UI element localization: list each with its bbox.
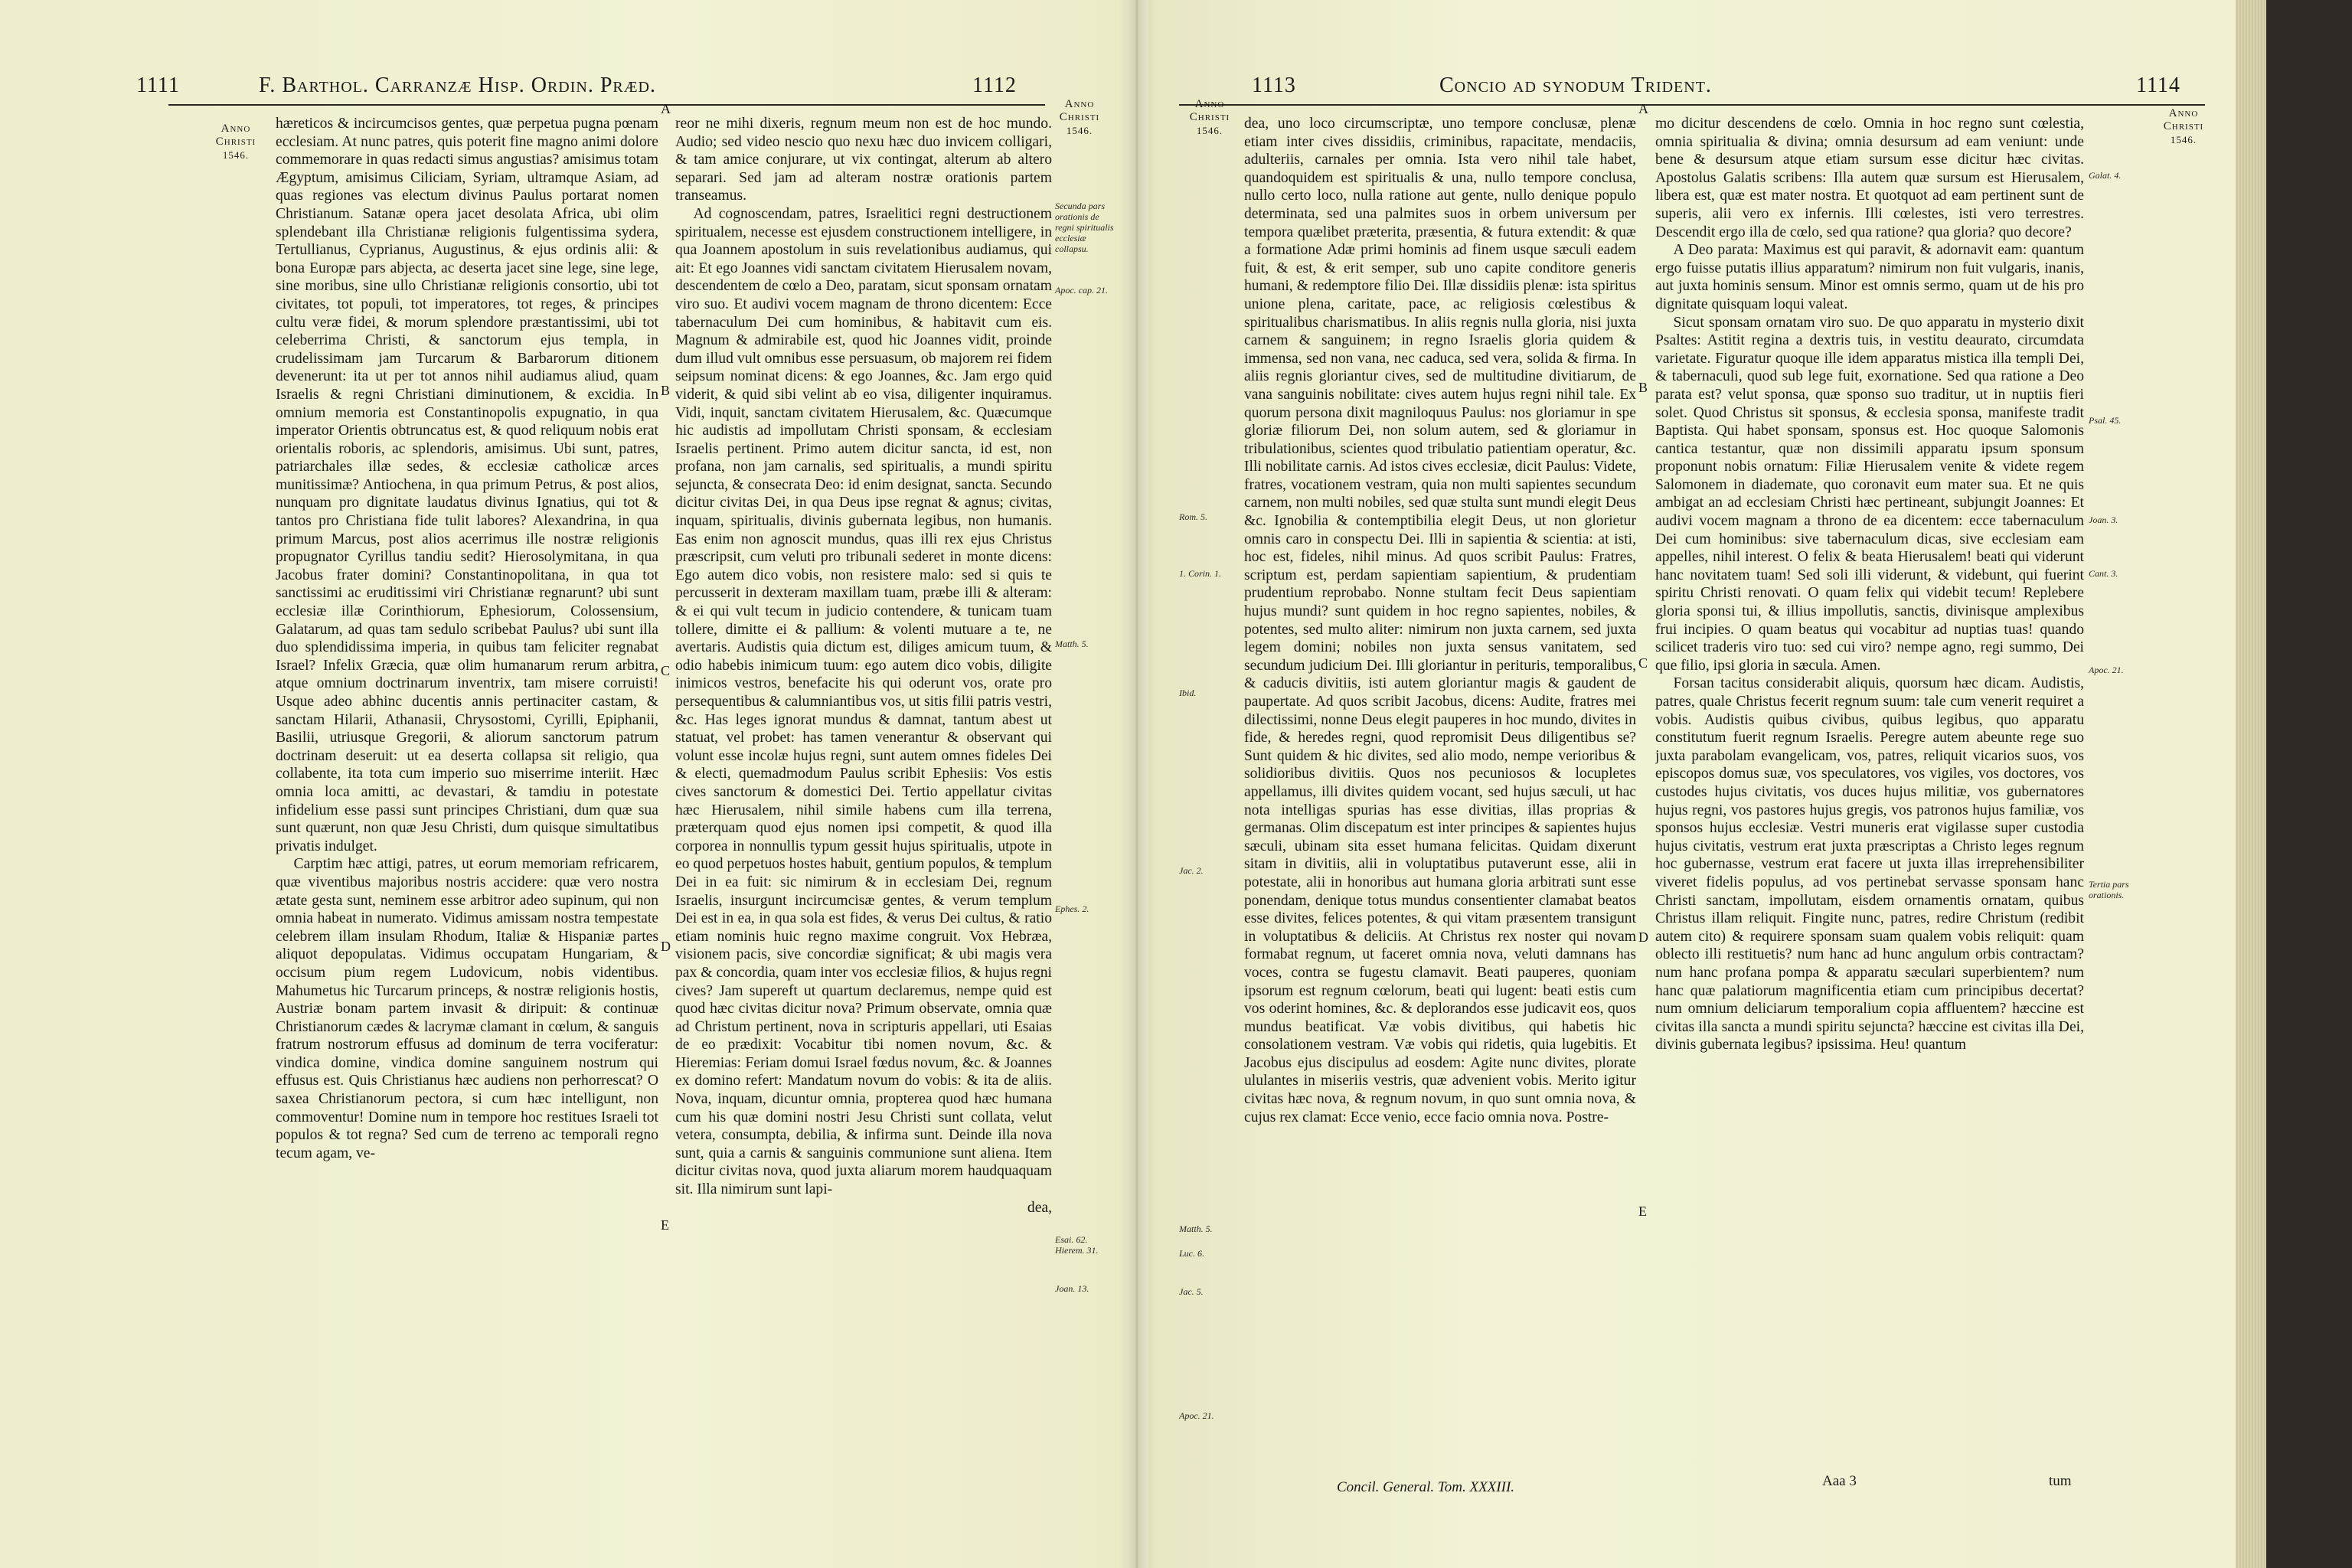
- anno-year: 1546.: [1066, 125, 1093, 136]
- anno-year: 1546.: [222, 149, 250, 161]
- paragraph: reor ne mihi dixeris, regnum meum non est de hoc mundo. Audio; sed video nescio quo nexu hæc duo invicem colligari, & tam amice conjurare, ut vix contingat, alterum ab altero separari. Sed jam ad alteram nostræ orationis partem transeamus.: [675, 116, 1052, 204]
- section-letter: B: [661, 383, 671, 398]
- anno-label: Anno: [2168, 107, 2199, 119]
- right-column-2: [1655, 115, 2084, 1493]
- section-letter: D: [661, 939, 671, 954]
- left-column-1: [276, 115, 658, 1493]
- left-page-number-inner: 1112: [972, 74, 1017, 97]
- margin-note: Rom. 5.: [1179, 511, 1207, 522]
- anno-label: Christi: [1189, 111, 1230, 123]
- section-letter: A: [661, 101, 671, 116]
- margin-note: Jac. 5.: [1179, 1286, 1204, 1297]
- section-letter: E: [661, 1217, 669, 1233]
- left-running-title: F. Barthol. Carranzæ Hisp. Ordin. Præd.: [259, 74, 656, 97]
- margin-note: Matth. 5.: [1055, 639, 1089, 649]
- margin-note: Ephes. 2.: [1055, 903, 1089, 914]
- book-cover-edge: [2266, 0, 2352, 1568]
- anno-label: Anno: [220, 122, 251, 135]
- section-letter: C: [1638, 655, 1648, 671]
- left-anno-box-right: [1049, 98, 1110, 137]
- margin-note: Ibid.: [1179, 688, 1197, 698]
- paragraph: Sicut sponsam ornatam viro suo. De quo apparatu in mysterio dixit Psaltes: Astitit regina a dextris tuis, in vestitu deaurato, circumdata varietate. Figuratur quoque ille idem apparatus mistica illa templi Dei, & tabernaculi, quod sub lege fuit, exornatione. Sed qua ratione a Deo parata est? velut sponsa, quæ sponso suo traditur, ut in nuptiis fieri solet. Quod Christus sit sponsus, & ecclesia sponsa, manifeste tradit Baptista. Qui habet sponsam, sponsus est. Hoc quoque Salomonis cantica testantur, quæ non dissimili apparatu ipsum sponsum proponunt nobis ornatum: Filiæ Hierusalem venite & videte regem Salomonem in diademate, quo coronavit eum mater sua. Et ne quis ambigat an ad ecclesiam Christi hæc pertineant, subjungit Joannes: Et audivi vocem magnam a throno de ea dicentem: ecce tabernaculum Dei cum hominibus: sive tabernaculum dicas, sive ecclesiam eam appelles, nihil interest. O felix & beata Hierusalem! beati qui viderunt hanc novitatem tuam! Sed soli illi viderunt, & videbunt, qui fuerint spiritu Christi renovati. O quam felix qui videbit tecum! Replebere gloria sponsi tui, & illius impollutis, sanctis, divinisque amplexibus frui incipies. O quam beatus qui vocabitur ad nuptias tuas! quando scilicet traderis viro tuo: sed cui viro? nempe agno, regi summo, Dei que filio, ipsi gloria in sæcula. Amen.: [1655, 314, 2084, 674]
- paragraph: Carptim hæc attigi, patres, ut eorum memoriam refricarem, quæ viventibus majoribus nostris accidere: quæ vero nostra ætate gesta sunt, neminem esse arbitror adeo supinum, qui non omnia habeat in numerato. Vidimus amissam nostra tempestate celebrem illam insulam Rhodum, Italiæ & Hispaniæ partes aliquot depopulatas. Vidimus occupatam Hungariam, & occisum pium regem Ludovicum, nobis videntibus. Mahumetus hic Turcarum princeps, & nostræ religionis hostis, Austriæ bonam partem invasit & diripuit: & continuæ Christianorum cædes & lacrymæ clamant in cœlum, & sanguis fratrum nostrorum effusus ad dominum de terra vociferatur: vindica domine, vindica domine sanguinem nostrum qui effusus est. Quis Christianus hæc audiens non perhorrescat? O saxea Christianorum pectora, si cum hæc intelligunt, non commoventur! Domine num in tempore hoc restitues Israeli tot populos & tot regna? Sed cum de terreno ac temporali regno tecum agam, ve-: [276, 856, 658, 1161]
- anno-year: 1546.: [1196, 125, 1223, 136]
- quire-signature: Aaa 3: [1822, 1473, 1857, 1489]
- left-header-rule: [168, 104, 1045, 106]
- paragraph: dea, uno loco circumscriptæ, uno tempore conclusæ, plenæ etiam inter cives dissidiis, criminibus, rapacitate, mendaciis, adulteriis, carnales per omnia. Ista vero nihil tale habet, quandoquidem est spiritualis & una, nullo tempore conclusa, nullo certo loco, nulla ratione aut gente, nullo denique populo determinata, sed una palmites suos in orbem universum per tempora quælibet præterita, præsentia, & futura extendit: & quæ a formatione Adæ primi hominis ad finem usque sæculi eadem fuit, & est, & erit semper, sub uno capite conditore generis humani, & redemptore filio Dei. Illæ dissidiis plenæ: ista spiritus unione plena, caritate, pace, ac religiosis cœlestibus & spiritualibus charismatibus. In aliis regnis nulla gloria, nisi juxta carnem & sanguinem; in regno Israelis gloria quidem & immensa, sed non vana, nec caduca, sed vera, solida & firma. In aliis regnis gloriantur cives, sed de multitudine divitiarum, de vana sanguinis nobilitate: cives autem hujus regni nihil tale. Ex quorum persona dixit magniloquus Paulus: nos gloriamur in spe gloriæ filiorum Dei, non solum autem, sed & gloriamur in tribulationibus, scientes quod tribulatio patientiam operatur, &c. Illi nobilitate carnis. Ad istos cives ecclesiæ, dicit Paulus: Videte, fratres, vocationem vestram, quia non multi sapientes secundum carnem, non multi nobiles, sed quæ stulta sunt mundi elegit Deus &c. Ignobilia & contemptibilia elegit Deus, ut non glorietur omnis caro in conspectu Dei. Illi in sapientia & scientia: at isti, hoc est, fideles, nihil minus. Ad quos scribit Paulus: Fratres, scriptum est, perdam sapientiam sapientium, & prudentiam prudentium reprobabo. Nonne stultam fecit Deus sapientiam hujus mundi? sunt quidem in hoc regno sapientes, nobiles, & potentes, sed multo aliter: nimirum non juxta carnem, sed juxta legem domini; nobiles non juxta sensus vanitatem, sed secundum judicium Dei. Illi gloriantur in perituris, temporalibus, & caducis divitiis, isti autem gloriantur magis & gaudent de paupertate. Ad quos scribit Jacobus, dicens: Audite, fratres mei dilectissimi, nonne Deus elegit pauperes in hoc mundo, divites in fide, & heredes regni, quod repromisit Deus diligentibus se? Sunt quidem & hic divites, sed alio modo, nempe verioribus & solidioribus divitiis. Quos nos pecuniosos & locupletes appellamus, illi divites quidem vocant, sed hujus sæculi, ut hac nota intelligas spurias has esse divitias, illas proprias & germanas. Olim discepatum est inter principes & sapientes hujus sæculi, ubinam sita esset humana felicitas. Quidam dixerunt sitam in divitiis, alii in voluptatibus putaverunt esse, alii in potestate, alii in honoribus aut humana gloria arbitrati sunt esse ponendam, denique totus mundus consentienter clamabat beatos esse divites, felices potentes, & qui vitam præsentem transigunt in voluptatibus & deliciis. At Christus rex noster qui novam formabat regnum, ut faceret omnia nova, veluti damnans has voces, contra se fugestu clamavit. Beati pauperes, quoniam ipsorum est regnum cœlorum, beati qui lugent: beati estis cum vos oderint homines, &c. & deplorandos esse judicavit eos, quos mundus beatificat. Væ vobis divitibus, qui habetis hic consolationem vestram. Væ vobis qui ridetis, quia lugebitis. Et Jacobus ejus discipulus ad eosdem: Agite nunc divites, plorate ululantes in miseriis vestris, quæ advenient vobis. Merito igitur civitas hæc nova, & regnum novum, in quo sunt omnia nova, & cujus rex clamat: Ecce venio, ecce facio omnia nova. Postre-: [1244, 116, 1636, 1125]
- catchword: dea,: [1027, 1199, 1052, 1216]
- margin-note: Apoc. 21.: [1179, 1410, 1214, 1421]
- margin-note: Jac. 2.: [1179, 865, 1204, 876]
- right-header-rule: [1179, 104, 2205, 106]
- margin-note: Joan. 3.: [2089, 514, 2118, 525]
- left-page: [0, 0, 1125, 1568]
- paragraph: A Deo parata: Maximus est qui paravit, & adornavit eam: quantum ergo fuisse putatis illius apparatum? nimirum non fuit vulgaris, inanis, aut juxta hominis sensum. Minor est omnis sermo, quam ut de his pro dignitate quisquam loqui valeat.: [1655, 242, 2084, 312]
- anno-year: 1546.: [2170, 134, 2197, 145]
- right-page-number-inner: 1113: [1252, 74, 1296, 97]
- margin-note: Apoc. cap. 21.: [1055, 285, 1108, 296]
- paragraph: hæreticos & incircumcisos gentes, quæ perpetua pugna pœnam ecclesiam. At nunc patres, quis poterit fine magno animi dolore commemorare in quas redacti simus angustias? amisimus totam Ægyptum, amisimus Ciliciam, Syriam, ultramque Asiam, ad quas regiones vas electum divinus Paulus portarat nomen Christianum. Satanæ opera jacet desolata Africa, ubi olim splendebant illa Christianæ religionis fulgentissima sydera, Tertullianus, Cyprianus, Augustinus, & ejus ordinis alii: & bona Europæ pars abjecta, ac deserta jacet sine lege, sine lege, sine moribus, sine ullo Christianæ religionis consortio, ubi tot civitates, tot populi, tot imperatores, tot reges, & principes cultu veræ fidei, & morum splendore præstantissimi, ubi tot celeberrima Christi, & sanctorum ejus templa, in crudelissimam jam Turcarum & Barbarorum ditionem devenerunt: ita ut per tot annos nihil audiamus aliud, quam Israelis & regni Christiani diminutionem, & excidia. In omnium memoria est Constantinopolis expugnatio, in qua imperator Orientis obtruncatus est, & quod reliquum nobis erat orientalis roboris, ac splendoris, amisimus. Ubi sunt, patres, patriarchales illæ sedes, & ecclesiæ catholicæ arces munitissimæ? Antiochena, in qua primum Petrus, & post alios, nunquam pro dignitate laudatus divinus Ignatius, qui tot & tantos pro Christiana fide tulit labores? Alexandrina, in qua primum Marcus, post alios acerrimus ille nostræ religionis propugnator Cyrillus tandiu sedit? Hierosolymitana, in qua Jacobus frater domini? Constantinopolitana, in qua tot sanctissimi ac eruditissimi viri Christianæ regnarunt? ubi sunt ecclesiæ illæ Corinthiorum, Ephesiorum, Colossensium, Galatarum, ad quas tam sedulo scribebat Paulus? ubi sunt illa duo splendidissima imperia, in quibus tam feliciter regnabat Israel? Infelix Græcia, quæ olim humanarum rerum arbitra, atque omnium doctrinarum inventrix, tam misere corruisti! Usque adeo abhinc ducentis annis pertinaciter castam, & sanctam Hilarii, Athanasii, Chrysostomi, Cyrilli, Epiphanii, Basilii, utriusque Gregorii, & aliorum sanctorum patrum doctrinam deseruit: ut ea deserta collapsa sit religio, qua collabente, ita tota cum imperio suo miserrime interiit. Hæc omnia loca amitti, ac devastari, & tamdiu in potestate infidelium esse passi sunt principes Christiani, dum quæ sua sunt quærunt, non quæ Jesu Christi, dum quisque simultatibus privatis indulget.: [276, 116, 658, 854]
- catchword: tum: [2049, 1473, 2072, 1489]
- right-anno-box-outer: [2153, 107, 2214, 146]
- anno-label: Anno: [1064, 98, 1095, 110]
- section-letter: A: [1638, 101, 1648, 116]
- right-anno-box: [1179, 98, 1240, 137]
- left-column-2: [675, 115, 1052, 1493]
- page-fore-edge: [2236, 0, 2266, 1568]
- paragraph: Forsan tacitus considerabit aliquis, quorsum hæc dicam. Audistis, patres, quale Christus fecerit regnum suum: tale cum venerit requiret a vobis. Audistis quibus civibus, quibus legibus, quo apparatu constitutum fuerit regnum Israelis. Peregre autem abeunte rege suo juxta parabolam evangelicam, vos, patres, reliquit vicarios suos, vos episcopos domus suæ, vos speculatores, vos vigiles, vos doctores, vos custodes hujus civitatis, vos duces hujus militiæ, vos gubernatores hujus regni, vos pastores hujus gregis, vos patronos hujus familiæ, vos sponsos hujus ecclesiæ. Vestri muneris erat vigilasse super custodia hujus civitatis, vestrum erat juxta præscriptas a Christo leges regnum hoc gubernasse, vestrum erat facere ut juxta illas irreprehensibiliter viveret fidelis populus, ad vos pertinebat servasse sponsam hanc Christi sanctam, impollutam, eisdem ornamentis ornatam, quibus Christus illam reliquit. Fingite nunc, patres, redire Christum (redibit autem cito) & requirere sponsam suam qualem vobis reliquit: quam oblecto illi restituetis? num hanc ad hunc angulum orbis contractam? num hanc profana pompa & apparatu sæculari superbientem? num hanc quæ palatiorum magnificentia etiam cum principibus decertat? num omnium deliciarum temporalium copia affluentem? hæccine est civitas illa sancta a mundi spiritu sejuncta? hæccine est civitas illa Dei, divinis gubernata legibus? ipsissima. Heu! quantum: [1655, 675, 2084, 1054]
- anno-label: Christi: [215, 136, 256, 148]
- right-page-number-outer: 1114: [2136, 74, 2180, 97]
- margin-note: Apoc. 21.: [2089, 665, 2124, 675]
- right-page: [1148, 0, 2236, 1568]
- left-anno-box: [205, 122, 266, 162]
- margin-note: Galat. 4.: [2089, 170, 2122, 181]
- margin-note: Esai. 62. Hierem. 31.: [1055, 1234, 1099, 1256]
- paragraph: mo dicitur descendens de cœlo. Omnia in hoc regno sunt cœlestia, omnia spiritualia & divina; omnia desursum ad eam veniunt: unde bene & desursum atque etiam sursum esse dicitur hæc civitas. Apostolus Galatis scribens: Illa autem quæ sursum est Hierusalem, libera est, quæ est mater nostra. Et quotquot ad eam pertinent sunt de superis, alii vero ex infernis. Illi cœlestes, isti vero terrestres. Descendit ergo illa de cœlo, sed qua ratione? qua gloria? quo decore?: [1655, 116, 2084, 240]
- margin-note: Tertia pars orationis.: [2089, 879, 2129, 900]
- right-column-1: [1244, 115, 1636, 1493]
- margin-note: Luc. 6.: [1179, 1248, 1204, 1259]
- anno-label: Anno: [1194, 98, 1225, 110]
- margin-note: Cant. 3.: [2089, 568, 2118, 579]
- margin-note: 1. Corin. 1.: [1179, 568, 1222, 579]
- section-letter: B: [1638, 380, 1648, 395]
- left-page-number-outer: 1111: [136, 74, 180, 97]
- anno-label: Christi: [1059, 111, 1100, 123]
- margin-note: Joan. 13.: [1055, 1283, 1089, 1294]
- section-letter: C: [661, 663, 671, 678]
- anno-label: Christi: [2163, 120, 2204, 132]
- paragraph: Ad cognoscendam, patres, Israelitici regni destructionem spiritualem, necesse est ejusdem constructionem intelligere, in qua Joannem apostolum in suis revelationibus audiamus, qui ait: Et ego Joannes vidi sanctam civitatem Hierusalem novam, descendentem de cœlo a Deo, paratam, sicut sponsam ornatam viro suo. Et audivi vocem magnam de throno dicentem: Ecce tabernaculum Dei cum hominibus, & habitavit cum eis. Magnum & admirabile est, quod hic Joannes vidit, proinde dum illud vult omnibus esse persuasum, ob majorem rei fidem seipsum nominat dicens: & ego Joannes, &c. Jam ergo quid viderit, & quid sibi velint ab eo visa, diligenter inquiramus. Vidi, inquit, sanctam civitatem Hierusalem, &c. Quæcumque hic audistis ad impollutam Christi sponsam, & ecclesiam Israelis pertinent. Primo autem dicitur sancta, id est, non profana, non jam carnalis, sed spiritualis, a mundi spiritu sejuncta, & consecrata Deo: id enim designat, sancta. Secundo dicitur civitas Dei, in qua Deus ipse regnat & agnus; civitas, inquam, spiritualis, divinis gubernata legibus, non humanis. Eas enim non agnoscit mundus, quas illi rex ejus Christus præscripsit, cum veluti pro tribunali sederet in monte dicens: Ego autem dico vobis, non resistere malo: sed si quis te percusserit in dexteram maxillam tuam, præbe illi & alteram: & ei qui vult tecum in judicio contendere, & tunicam tuam tollere, dimitte ei & pallium: & volenti mutuare a te, ne avertaris. Audistis quia dictum est, diliges amicum tuum, & odio habebis inimicum tuum: ego autem dico vobis, diligite inimicos vestros, benefacite his qui oderunt vos, orate pro persequentibus & calumniantibus vos, ut sitis filii patris vestri, &c. Has leges ignorat mundus & damnat, tantum abest ut statuat, vel probet: has tamen venerantur & observant qui volunt esse incolæ hujus regni, sunt autem omnes fideles Dei & electi, quemadmodum Paulus scribit Ephesiis: Vos estis cives sanctorum & domestici Dei. Tertio appellatur civitas hæc Hierusalem, nihil simile habens cum illa terrena, præterquam quod ejus nomen ipsi competit, & quod illa corporea in nonnullis typum gessit hujus spiritualis, utpote in eo quod perpetuos hostes habuit, gentium populos, & templum Dei in ea fuit: sic nimirum & in ecclesiam Dei, regnum Israelis, insurgunt incircumcisæ gentes, & verum templum Dei est in ea, in qua sola est fides, & verus Dei cultus, & ratio etiam nominis huic regno maxime congruit. Vox Hebræa, visionem pacis, sive concordiæ significat; & ubi magis vera pax & concordia, quam inter vos ecclesiæ filios, & hujus regni cives? Jam supereft ut quartum declaremus, nempe quid est quod hæc civitas dicitur nova? Primum observate, omnia quæ ad Christum pertinent, nova in scripturis appellari, uti Esaias de eo prædixit: Vocabitur tibi nomen novum, &c. & Hieremias: Feriam domui Israel fœdus novum, &c. & Joannes ex domino refert: Mandatum novum do vobis: & ita de aliis. Nova, inquam, dicuntur omnia, propterea quod hæc humana cum his quæ domini nostri Jesu Christi sunt collata, velut vetera, consumpta, debilia, & infirma sunt. Deinde illa nova sunt, quia a carnis & sanguinis communione sunt aliena. Item dicitur civitas nova, quod juxta aliarum morem haudquaquam sit. Illa nimirum sunt lapi-: [675, 205, 1052, 1198]
- book-gutter: [1119, 0, 1155, 1568]
- margin-note: Psal. 45.: [2089, 415, 2122, 426]
- margin-note: Matth. 5.: [1179, 1223, 1213, 1234]
- margin-note: Secunda pars orationis de regni spiritualis ecclesiæ collapsu.: [1055, 201, 1114, 254]
- section-letter: E: [1638, 1204, 1647, 1219]
- signature-line: [1337, 1479, 1514, 1496]
- section-letter: D: [1638, 929, 1648, 945]
- footer-signature: Concil. General. Tom. XXXIII.: [1337, 1479, 1515, 1495]
- right-running-title: Concio ad synodum Trident.: [1439, 74, 1712, 97]
